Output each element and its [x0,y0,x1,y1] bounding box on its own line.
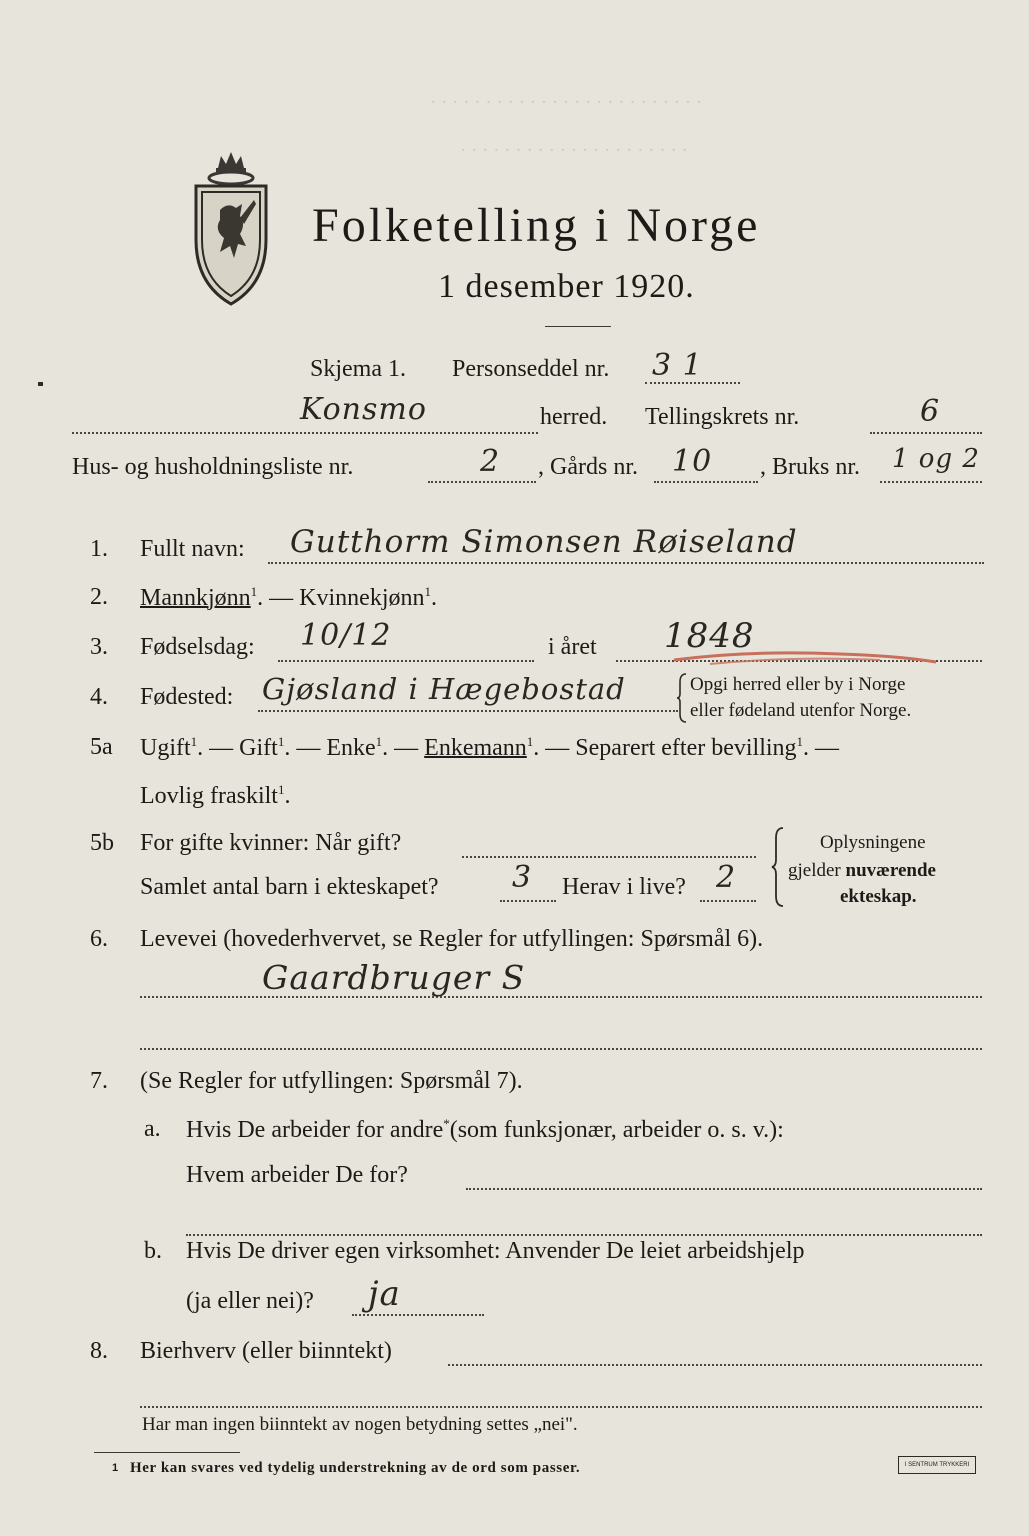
brace-icon [770,826,786,908]
footnote-marker: 1 [190,734,198,749]
married-when-line [462,856,756,858]
q7-number: 7. [90,1068,108,1094]
occupation-label: Levevei (hovederhvervet, se Regler for utfyllingen: Spørsmål 6). [140,926,764,952]
spouse-note-line3: ekteskap. [840,886,917,907]
children-total-label: Samlet antal barn i ekteskapet? [140,874,439,900]
hired-help-value[interactable]: ja [368,1274,401,1314]
separator-dash: — [296,735,321,761]
bleed-through-text: · · · · · · · · · · · · · · · · · · · · · [460,140,688,161]
personseddel-value[interactable]: 3 1 [652,348,703,383]
herred-value[interactable]: Konsmo [300,392,427,427]
margin-mark [38,382,43,386]
q5a-number: 5a [90,734,113,760]
children-alive-line [700,900,756,902]
side-income-note: Har man ingen biinntekt av nogen betydning settes „nei". [142,1414,578,1435]
birthplace-value[interactable]: Gjøsland i Hægebostad [262,672,626,706]
gards-line [654,481,758,483]
q3-number: 3. [90,634,108,660]
herred-line [72,432,538,434]
gards-value[interactable]: 10 [672,444,713,479]
q7a-text-part2: (som funksjonær, arbeider o. s. v.): [449,1117,784,1143]
hus-label: Hus- og husholdningsliste nr. [72,454,354,480]
bruks-label: , Bruks nr. [760,454,861,480]
q7b-letter: b. [144,1238,162,1264]
hired-help-label: (ja eller nei)? [186,1288,314,1314]
q8-number: 8. [90,1338,108,1364]
asterisk-marker: * [443,1116,450,1131]
option-male-underlined[interactable]: Mannkjønn [140,585,251,611]
side-income-label: Bierhverv (eller biinntekt) [140,1338,392,1364]
form-date: 1 desember 1920. [438,268,695,305]
employer-line-1 [466,1188,982,1190]
q6-number: 6. [90,926,108,952]
bleed-through-text: · · · · · · · · · · · · · · · · · · · · · · · · · [430,92,703,113]
hus-line [428,481,536,483]
hus-value[interactable]: 2 [480,444,501,479]
brace-icon [676,672,688,724]
option-enkemann-underlined[interactable]: Enkemann [424,735,527,761]
bruks-value[interactable]: 1 og 2 [892,444,980,474]
married-women-label: For gifte kvinner: Når gift? [140,830,402,856]
footnote-text: Her kan svares ved tydelig understrekning av de ord som passer. [130,1460,581,1476]
tellingskrets-value[interactable]: 6 [920,394,941,429]
employer-label: Hvem arbeider De for? [186,1162,408,1188]
occupation-value[interactable]: Gaardbruger S [262,958,526,997]
marital-status-options: Ugift$^1$. — Gift$^1$. — Enke$^1$. — Enkemann$^1$. — Separert efter bevilling$^1$. — [140,734,840,761]
q7-label: (Se Regler for utfyllingen: Spørsmål 7). [140,1068,523,1094]
option-enke[interactable]: Enke [326,735,376,761]
birthyear-label: i året [548,634,597,660]
children-alive-label: Herav i live? [562,874,686,900]
children-total-line [500,900,556,902]
spouse-note-line1: Oplysningene [820,832,926,853]
q7b-text: Hvis De driver egen virksomhet: Anvender De leiet arbeidshjelp [186,1238,805,1264]
footnote-rule [94,1452,240,1453]
separator-dash: — [815,735,840,761]
birthdate-label: Fødselsdag: [140,634,255,660]
q2-number: 2. [90,584,108,610]
side-income-line-2 [140,1406,982,1408]
birthplace-note-line1: Opgi herred eller by i Norge [690,674,906,695]
q1-number: 1. [90,536,108,562]
spouse-note-word: gjelder [788,860,841,881]
birthplace-note-line2: eller fødeland utenfor Norge. [690,700,912,721]
norwegian-coat-of-arms-icon [190,148,272,308]
occupation-line-2 [140,1048,982,1050]
spouse-note-bold: nuværende [845,860,936,881]
birthyear-value[interactable]: 1848 [664,616,755,656]
footnote-marker: 1 [277,734,285,749]
hired-help-line [352,1314,484,1316]
footnote-marker: 1 [375,734,383,749]
employer-line-2 [186,1234,982,1236]
red-pencil-mark [670,640,942,674]
q7a-text [186,1116,784,1144]
form-title: Folketelling i Norge [312,199,761,252]
footnote-marker: 1 [277,782,285,797]
footnote-marker: 1 [526,734,534,749]
q7a-text-part1: Hvis De arbeider for andre [186,1117,444,1143]
tellingskrets-line [870,432,982,434]
herred-label: herred. [540,404,608,430]
separator-dot: . [431,585,437,611]
gender-options [140,584,437,612]
footnote-marker: 1 [424,584,431,599]
printer-stamp: I SENTRUM TRYKKERI [898,1456,976,1474]
footnote-marker: 1 [796,734,804,749]
children-alive-value[interactable]: 2 [716,860,737,895]
separator-dash: — [394,735,419,761]
tellingskrets-label: Tellingskrets nr. [645,404,800,430]
spouse-note-line2 [788,860,936,882]
personseddel-label: Personseddel nr. [452,356,610,382]
separator-dash: — [269,585,294,611]
full-name-label: Fullt navn: [140,536,245,562]
separator-dash: — [545,735,570,761]
title-divider [545,326,611,327]
birthplace-label: Fødested: [140,684,234,710]
option-gift[interactable]: Gift [239,735,278,761]
birthdate-line [278,660,534,662]
side-income-line-1 [448,1364,982,1366]
q5b-number: 5b [90,830,114,856]
full-name-line [268,562,984,564]
footnote-marker: 1 [250,584,258,599]
full-name-value[interactable]: Gutthorm Simonsen Røiseland [290,524,798,560]
q7a-letter: a. [144,1116,161,1142]
q4-number: 4. [90,684,108,710]
skjema-label: Skjema 1. [310,356,406,382]
children-total-value[interactable]: 3 [512,860,533,895]
separator-dash: — [209,735,234,761]
option-separert[interactable]: Separert efter bevilling [575,735,797,761]
separator-dot: . [257,585,264,611]
option-ugift[interactable]: Ugift [140,735,191,761]
lovlig-fraskilt-text: Lovlig fraskilt [140,783,278,809]
option-female[interactable]: Kvinnekjønn [299,585,425,611]
birthdate-value[interactable]: 10/12 [300,618,392,653]
footnote-number: 1 [112,1462,119,1474]
birthplace-line [258,710,678,712]
gards-label: , Gårds nr. [538,454,638,480]
option-lovlig-fraskilt[interactable]: Lovlig fraskilt$^1$. [140,782,291,809]
bruks-line [880,481,982,483]
